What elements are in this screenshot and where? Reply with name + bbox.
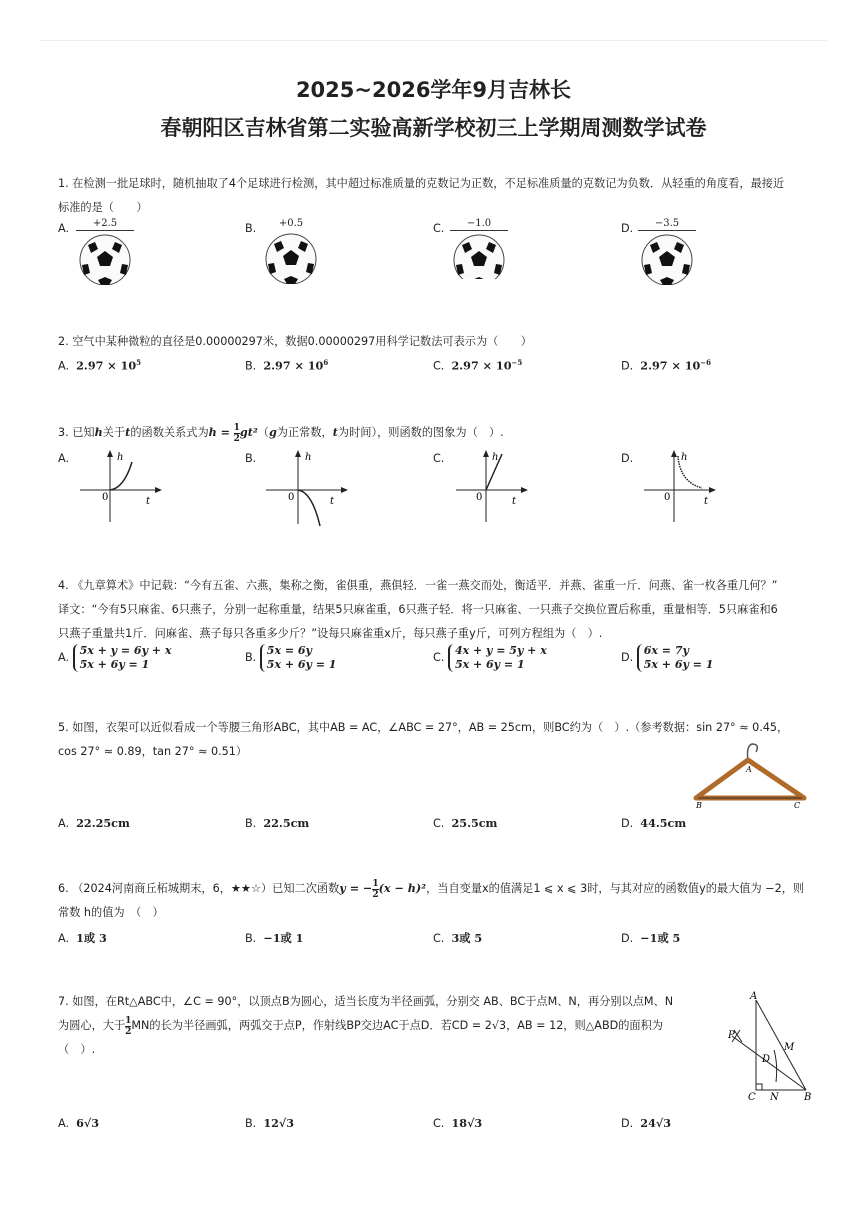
equation-2: 5x + 6y = 1 [79,658,150,671]
question-7-text-line1: 7. 如图，在Rt△ABC中，∠C = 90°，以顶点B为圆心，适当长度为半径画弧，分别交 AB、BC于点M、N，再分别以点M、N [58,995,674,1008]
q6-option-c-value: 3或 5 [451,931,483,945]
q7-text-2b: MN的长为半径画弧，两弧交于点P，作射线BP交边AC于点D．若CD = 2√3，AB = 12，则△ABD的面积为 [131,1019,663,1032]
q6-text-1a: 6. （2024河南商丘柘城期末，6，★★☆）已知二次函数 [58,882,340,895]
q2-option-d-exp: −6 [700,358,712,367]
origin-label: 0 [102,492,109,503]
q3-frac-num: 1 [233,422,240,433]
q3-option-a-graph[interactable] [76,448,166,526]
equation-2: 5x + 6y = 1 [266,658,337,671]
q3-option-d-letter[interactable]: D. [621,452,634,465]
q5-option-c[interactable] [433,816,497,830]
q2-option-b-exp: 6 [323,358,329,367]
q5-option-d-letter: D. [621,817,634,830]
q4-option-a-letter: A. [58,651,70,664]
question-4-text-line3: 只燕子重量共1斤．问麻雀、燕子每只各重多少斤？”设每只麻雀重x斤，每只燕子重y斤，可列方程组为（ ）. [58,627,603,640]
q3-var-t2: t [332,425,338,439]
axis-t-label: t [512,496,517,507]
q7-option-b-letter: B. [245,1117,257,1130]
equation-1: 6x = 7y [643,644,689,657]
q3-text-pre: 3. 已知 [58,426,95,439]
question-7-text-line3: （ ）. [58,1043,96,1056]
label-d: D [762,1054,771,1065]
axis-t-label: t [330,496,335,507]
question-4-text-line1: 4. 《九章算术》中记载：“今有五雀、六燕，集称之衡，雀俱重，燕俱轻．一雀一燕交而处，衡适平．并燕、雀重一斤．问燕、雀一枚各重几何？” [58,579,778,592]
soccer-ball-icon [450,231,508,279]
q3-option-d-graph[interactable] [640,448,730,526]
q2-option-c-exp: −5 [511,358,523,367]
q3-option-c-graph[interactable] [452,448,542,526]
q6-option-d[interactable] [621,930,680,946]
q3-text-tail: 为时间），则函数的图象为（ ）. [337,426,504,439]
q3-text-mid2: 的函数关系式为 [130,426,209,439]
q4-option-d-system [637,644,714,672]
q5-option-d-value: 44.5cm [640,816,687,830]
q3-option-b-letter[interactable]: B. [245,452,257,465]
q5-option-b-value: 22.5cm [263,816,310,830]
q3-paren: （ [257,426,269,439]
q6-option-a-value: 1或 3 [76,931,107,945]
label-a: A [750,991,758,1002]
question-1-text-line2: 标准的是（ ） [58,201,148,214]
q1-option-a[interactable] [76,218,136,289]
q3-frac-den: 2 [233,433,240,444]
label-b: B [804,1092,812,1103]
q2-option-a-base: 2.97 × 10 [76,358,137,373]
q6-option-c[interactable] [433,930,482,946]
q2-option-d-base: 2.97 × 10 [640,358,701,373]
q4-option-b-system [260,644,337,672]
q6-option-b-value: −1或 1 [263,931,304,945]
q1-option-c[interactable] [450,218,510,283]
q1-option-d[interactable] [638,218,698,289]
q7-option-d-value: 24√3 [640,1116,672,1130]
q6-text-1b: ，当自变量x的值满足1 ⩽ x ⩽ 3时，与其对应的函数值y的最大值为 −2，则 [426,882,805,895]
q1-option-d-label: −3.5 [638,218,696,231]
q5-option-b-letter: B. [245,817,257,830]
origin-label: 0 [288,492,295,503]
q4-option-b[interactable] [245,644,336,672]
q2-option-a[interactable] [58,358,141,373]
question-6-text-line2: 常数 h的值为 （ ） [58,906,164,919]
q7-option-d-letter: D. [621,1117,634,1130]
q3-option-a-letter[interactable]: A. [58,452,70,465]
q7-option-c[interactable] [433,1116,482,1130]
page-title-line2: 春朝阳区吉林省第二实验高新学校初三上学期周测数学试卷 [160,116,707,140]
q1-option-b-letter[interactable]: B. [245,222,257,235]
q2-option-c-letter: C. [433,359,445,373]
question-4 [58,574,808,646]
question-2: 2. 空气中某种微粒的直径是0.00000297米，数据0.00000297用科学记数法可表示为（ ） [58,335,532,348]
q4-option-c[interactable] [433,644,547,672]
question-3 [58,420,808,445]
q1-option-c-letter[interactable]: C. [433,222,445,235]
q4-option-b-letter: B. [245,651,257,664]
q7-option-b-value: 12√3 [263,1116,295,1130]
q1-option-a-letter[interactable]: A. [58,222,70,235]
question-4-text-line2: 译文：“今有5只麻雀、6只燕子，分别一起称重量，结果5只麻雀重，6只燕子轻．将一只麻雀、一只燕子交换位置后称重，重量相等．5只麻雀和6 [58,603,778,616]
q6-option-c-letter: C. [433,932,445,945]
q2-option-b-letter: B. [245,359,257,373]
label-c: C [748,1092,756,1103]
q7-frac-num: 1 [125,1015,132,1026]
q2-option-b[interactable] [245,358,328,373]
q6-eq-rhs: (x − h)² [378,881,427,895]
axis-h-label: h [681,452,688,463]
q7-text-2a: 为圆心，大于 [58,1019,126,1032]
equation-2: 5x + 6y = 1 [454,658,525,671]
q5-option-c-value: 25.5cm [451,816,498,830]
q2-option-c[interactable] [433,358,522,373]
origin-label: 0 [476,492,483,503]
q6-eq-lhs: y = − [339,881,373,895]
hanger-label-b: B [696,801,702,810]
question-6-text-line1 [58,876,808,901]
q7-option-c-value: 18√3 [451,1116,483,1130]
q3-text-mid3: 为正常数， [276,426,333,439]
question-1-text-line1: 1. 在检测一批足球时，随机抽取了4个足球进行检测，其中超过标准质量的克数记为正数，不足标准质量的克数记为负数．从轻重的角度看，最接近 [58,177,785,190]
q6-frac-num: 1 [372,878,379,889]
q5-option-d[interactable] [621,816,686,830]
label-m: M [784,1042,795,1053]
equation-1: 4x + y = 5y + x [454,644,547,657]
triangle-figure [720,990,820,1105]
q7-frac-den: 2 [125,1026,132,1037]
q4-option-a[interactable] [58,644,171,672]
q3-eq-lhs: h = [208,425,231,439]
q1-option-d-letter[interactable]: D. [621,222,634,235]
soccer-ball-icon [76,231,134,285]
q6-frac-den: 2 [372,889,379,900]
q4-option-d-letter: D. [621,651,634,664]
q7-option-d[interactable] [621,1116,671,1130]
page-title-line1: 2025~2026学年9月吉林长 [295,78,572,102]
axis-t-label: t [146,496,151,507]
q7-option-c-letter: C. [433,1117,445,1130]
q4-option-a-system [73,644,172,672]
q1-option-a-label: +2.5 [76,218,134,231]
q5-option-b[interactable] [245,816,309,830]
q5-option-a-letter: A. [58,817,70,830]
q2-option-d[interactable] [621,358,711,373]
hanger-label-a: A [746,765,752,774]
q3-var-h: h [94,425,103,439]
question-6 [58,876,808,925]
q4-option-c-system [448,644,547,672]
q4-option-d[interactable] [621,644,713,672]
q1-option-c-label: −1.0 [450,218,508,231]
q1-option-b-label: +0.5 [278,218,304,229]
q6-option-d-letter: D. [621,932,634,945]
question-7-text-line2 [58,1014,708,1038]
equation-1: 5x + y = 6y + x [79,644,172,657]
soccer-ball-icon [638,231,696,285]
question-5-text-line2: cos 27° ≈ 0.89，tan 27° ≈ 0.51） [58,745,248,758]
q4-option-c-letter: C. [433,651,445,664]
label-n: N [770,1092,779,1103]
q5-option-c-letter: C. [433,817,445,830]
label-p: P [728,1030,735,1041]
q7-option-a-letter: A. [58,1117,70,1130]
q7-option-a[interactable] [58,1116,99,1130]
q2-option-a-letter: A. [58,359,70,373]
axis-h-label: h [492,452,499,463]
question-7 [58,990,708,1062]
equation-1: 5x = 6y [266,644,312,657]
q6-option-a-letter: A. [58,932,70,945]
soccer-ball-icon [262,230,320,284]
q2-option-d-letter: D. [621,359,634,373]
q7-option-a-value: 6√3 [76,1116,100,1130]
equation-2: 5x + 6y = 1 [643,658,714,671]
q6-option-b[interactable] [245,930,303,946]
q6-option-b-letter: B. [245,932,257,945]
q5-option-a-value: 22.25cm [76,816,130,830]
axis-h-label: h [305,452,312,463]
q1-option-b[interactable] [262,218,322,288]
q6-option-d-value: −1或 5 [640,931,681,945]
hanger-label-c: C [794,801,801,810]
q3-option-b-graph[interactable] [264,448,354,528]
q2-option-a-exp: 5 [136,358,141,367]
question-1 [58,172,808,220]
q2-option-c-base: 2.97 × 10 [451,358,512,373]
q6-option-a[interactable] [58,930,107,946]
origin-label: 0 [664,492,671,503]
question-5-text-line1: 5. 如图，衣架可以近似看成一个等腰三角形ABC，其中AB = AC，∠ABC = 27°，AB = 25cm，则BC约为（ ）.（参考数据：sin 27° ≈ 0.45， [58,721,789,734]
axis-t-label: t [704,496,709,507]
q7-option-b[interactable] [245,1116,294,1130]
q3-text-mid1: 关于 [102,426,126,439]
q3-var-t: t [125,425,131,439]
q5-option-a[interactable] [58,816,130,830]
q3-option-c-letter[interactable]: C. [433,452,445,465]
q3-eq-rhs: gt² [239,425,258,439]
q2-option-b-base: 2.97 × 10 [263,358,324,373]
top-divider [40,40,827,41]
axis-h-label: h [117,452,124,463]
q3-var-g: g [268,425,277,439]
hanger-figure [690,740,810,810]
